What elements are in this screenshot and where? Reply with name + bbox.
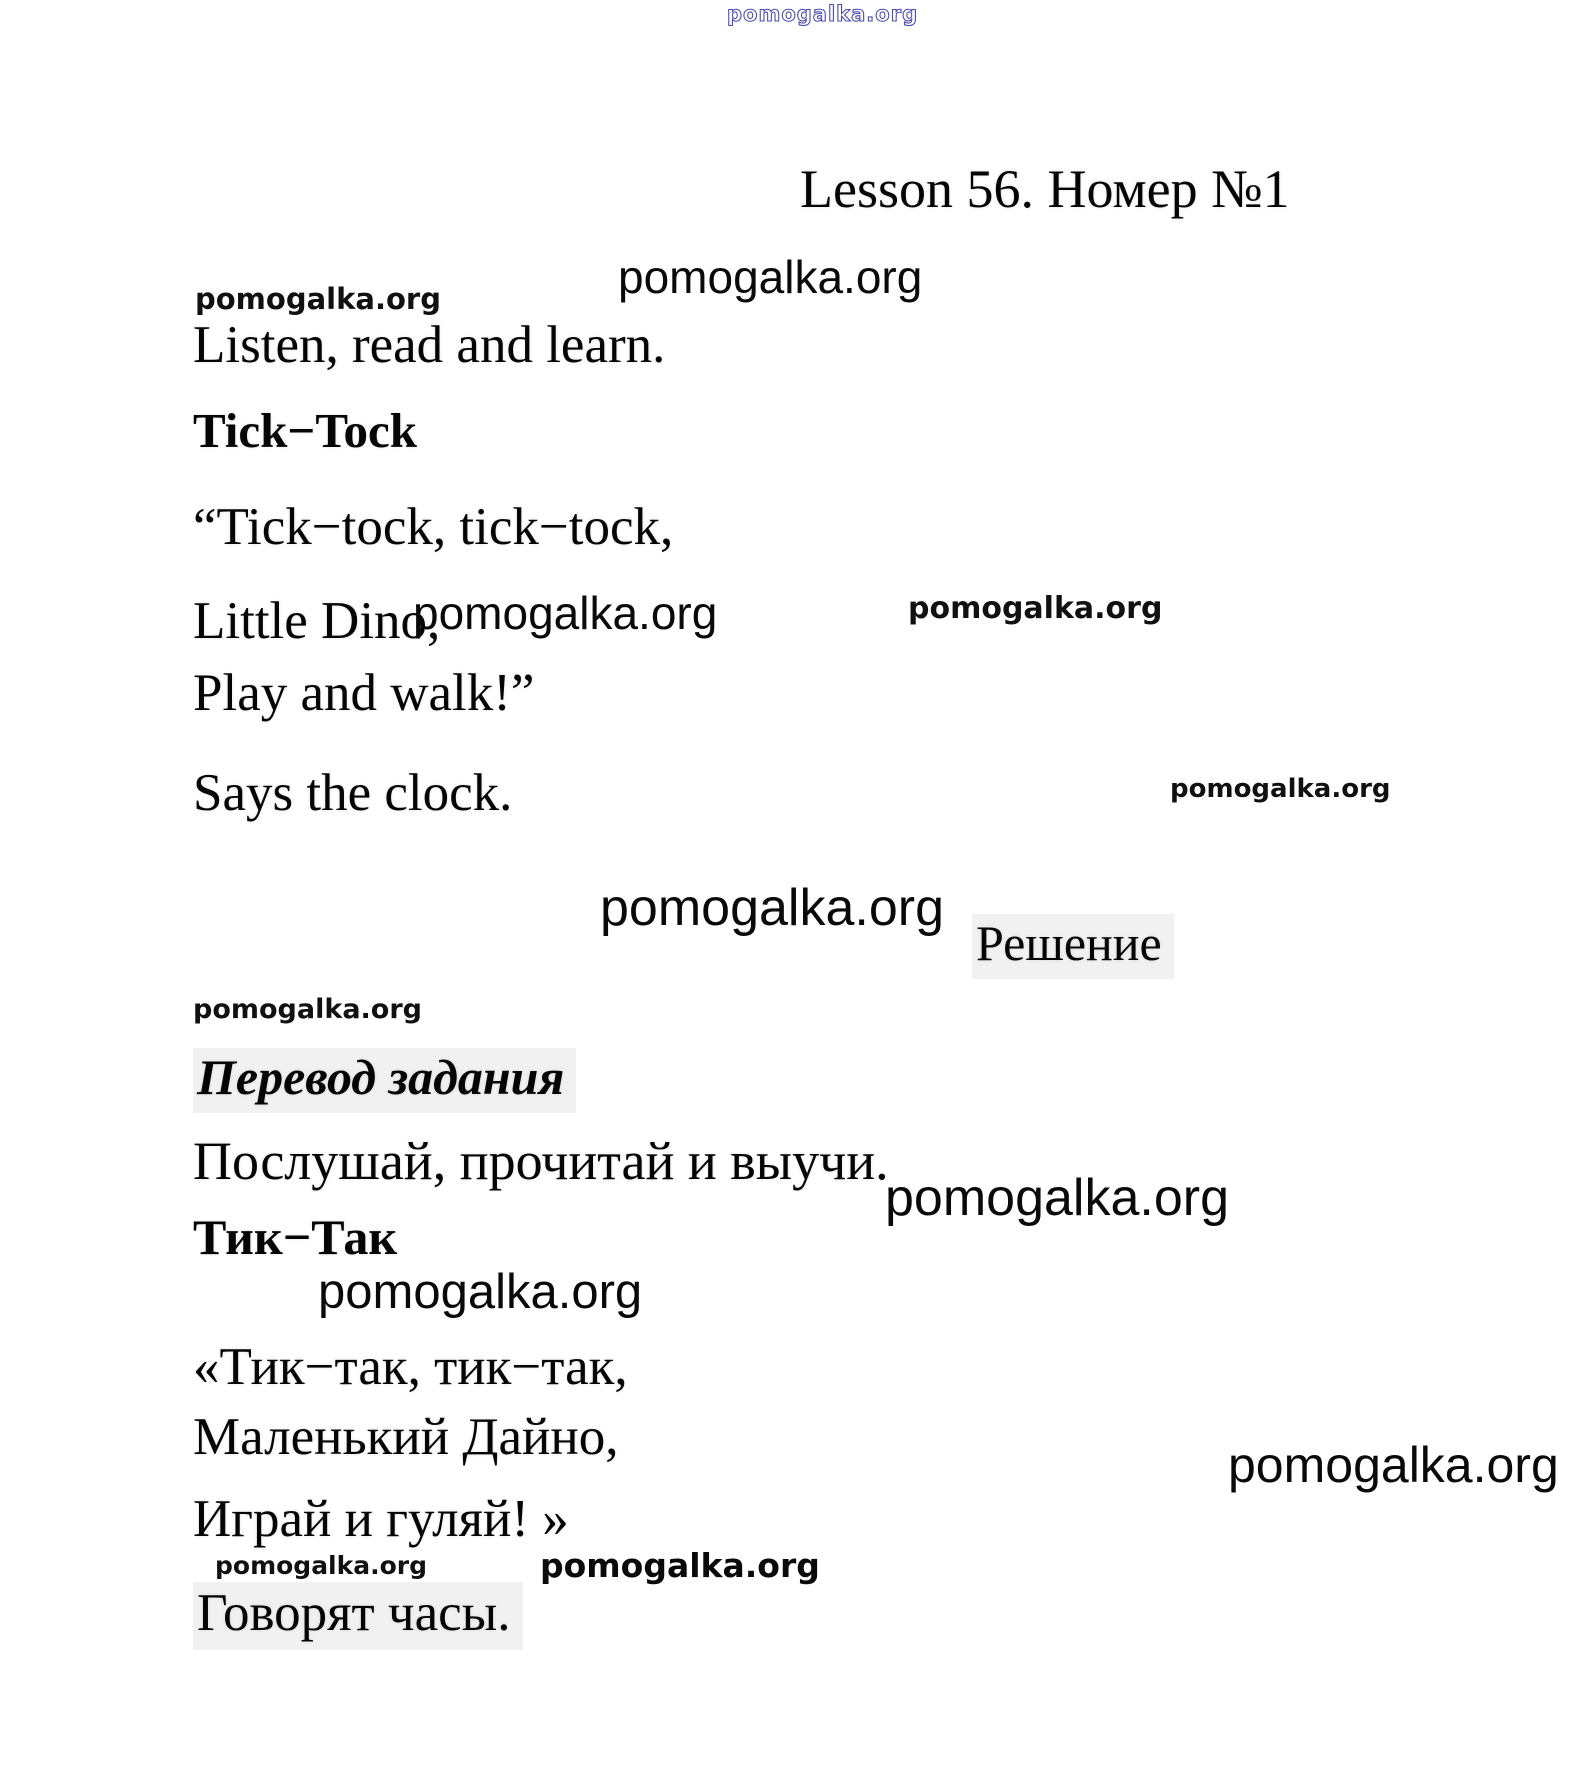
watermark-outline-top: pomogalka.org (727, 2, 919, 26)
poem-line-en-3: Play and walk!” (193, 664, 535, 722)
poem-line-ru-3: Играй и гуляй! » (193, 1490, 569, 1548)
solution-label: Решение (972, 914, 1174, 979)
task-intro-line: Listen, read and learn. (193, 316, 666, 374)
poem-line-en-4: Says the clock. (193, 764, 513, 822)
watermark-medium-2: pomogalka.org (540, 1546, 820, 1585)
poem-title-en: Tick−Tock (193, 403, 418, 458)
poem-line-ru-4: Говорят часы. (193, 1582, 523, 1650)
watermark-large-3: pomogalka.org (600, 879, 944, 937)
watermark-small-right-1: pomogalka.org (1170, 774, 1391, 804)
page-title: Lesson 56. Номер №1 (800, 159, 1290, 219)
poem-line-en-2: Little Dino, (193, 592, 441, 650)
translation-heading: Перевод задания (193, 1048, 576, 1113)
watermark-small-3: pomogalka.org (215, 1551, 428, 1580)
watermark-small-1: pomogalka.org (195, 282, 441, 316)
poem-line-en-1: “Tick−tock, tick−tock, (193, 498, 674, 556)
watermark-large-4: pomogalka.org (318, 1265, 643, 1319)
watermark-large-2: pomogalka.org (413, 587, 718, 639)
watermark-large-right-1: pomogalka.org (885, 1169, 1229, 1227)
watermark-large-1: pomogalka.org (618, 251, 923, 303)
solution-intro-line: Послушай, прочитай и выучи. (193, 1131, 889, 1191)
poem-line-ru-2: Маленький Дайно, (193, 1408, 619, 1466)
poem-line-ru-1: «Тик−так, тик−так, (193, 1338, 628, 1396)
watermark-large-right-2: pomogalka.org (1228, 1437, 1559, 1493)
poem-title-ru: Тик−Так (193, 1209, 398, 1265)
watermark-small-2: pomogalka.org (193, 994, 422, 1025)
watermark-medium-right-1: pomogalka.org (908, 591, 1163, 626)
